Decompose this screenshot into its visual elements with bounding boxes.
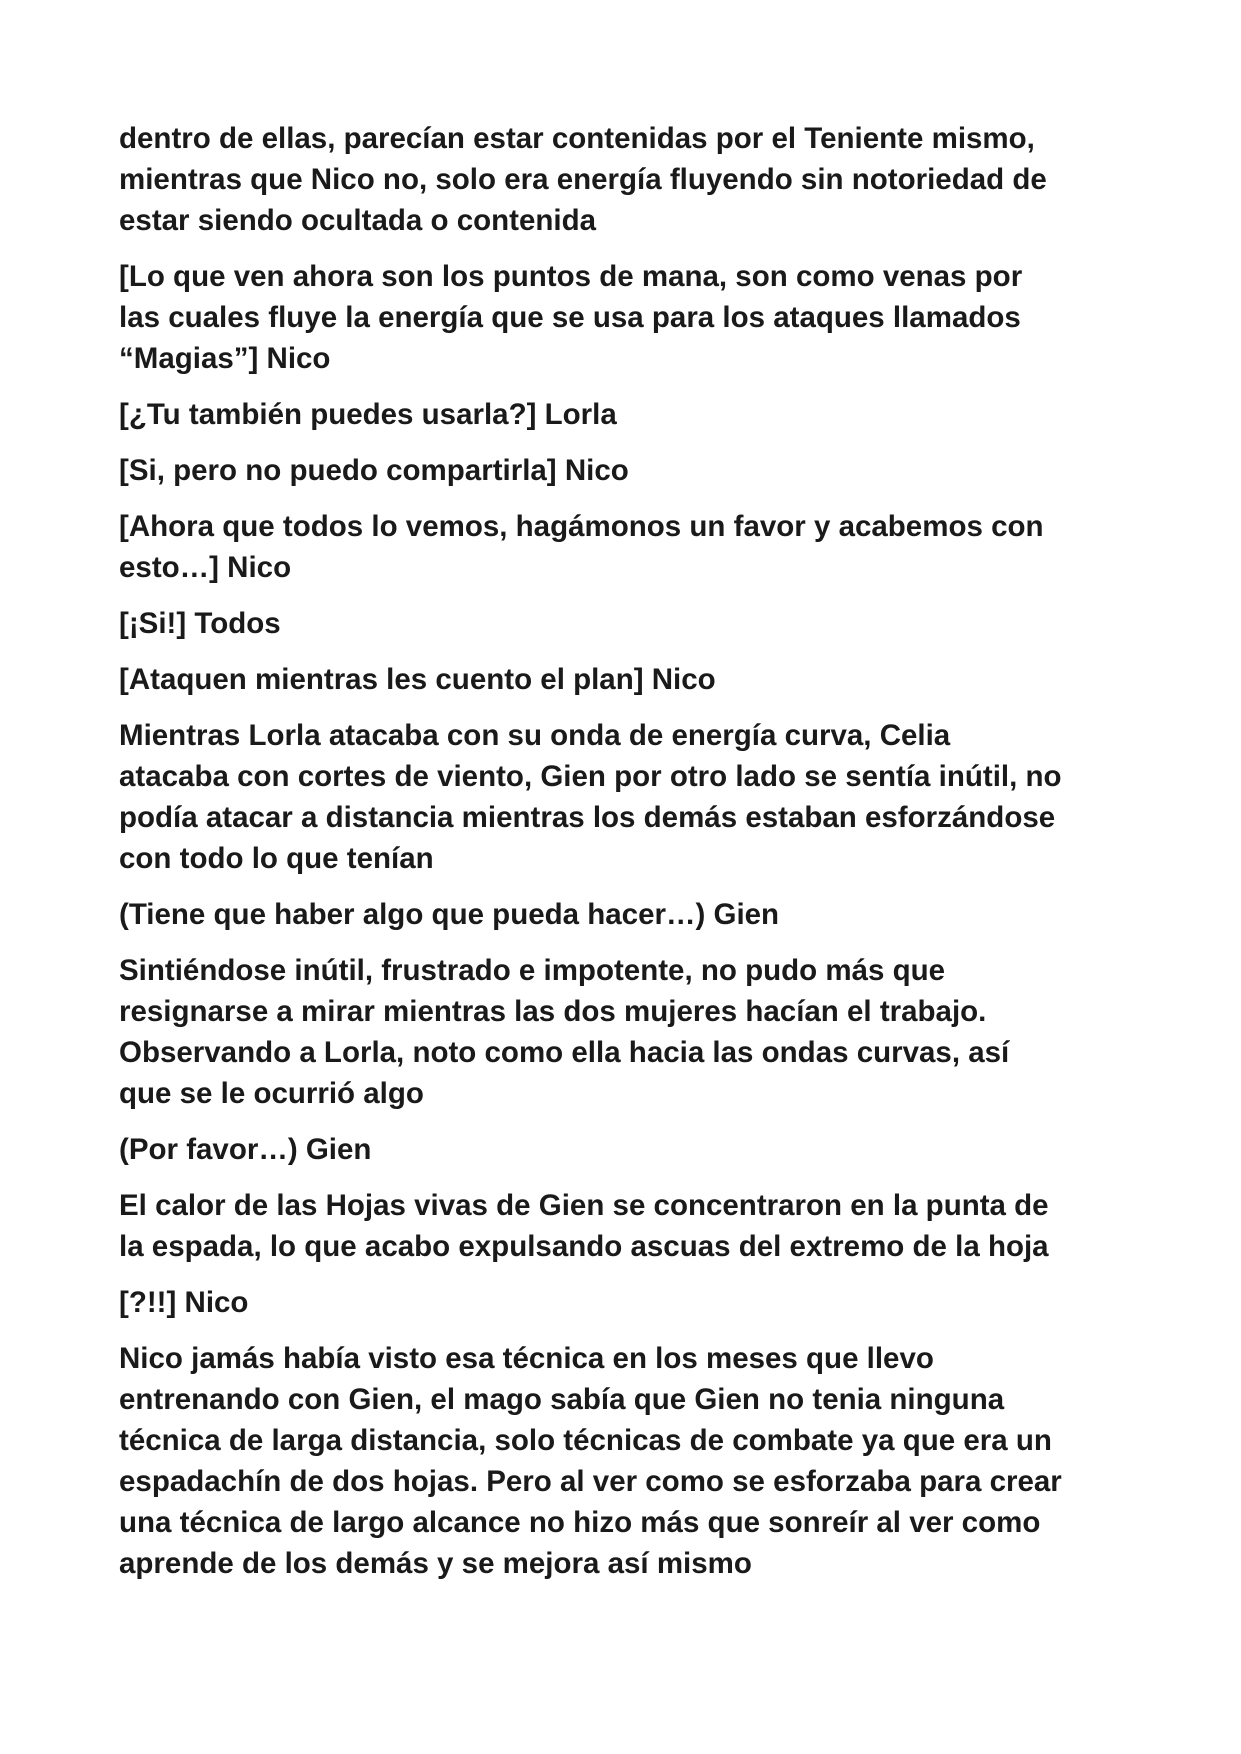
document-page [119, 118, 1139, 1599]
text-line: [¿Tu también puedes usarla?] Lorla [119, 398, 617, 431]
text-line: que se le ocurrió algo [119, 1077, 424, 1110]
text-line: dentro de ellas, parecían estar contenidas por el Teniente mismo, [119, 122, 1035, 155]
text-line: mientras que Nico no, solo era energía fluyendo sin notoriedad de [119, 163, 1047, 196]
text-line: técnica de larga distancia, solo técnicas de combate ya que era un [119, 1424, 1052, 1457]
text-line: podía atacar a distancia mientras los demás estaban esforzándose [119, 801, 1056, 834]
text-line: resignarse a mirar mientras las dos mujeres hacían el trabajo. [119, 995, 987, 1028]
text-line: (Por favor…) Gien [119, 1133, 372, 1166]
text-line: aprende de los demás y se mejora así mismo [119, 1547, 752, 1580]
text-line: esto…] Nico [119, 551, 292, 584]
paragraph-1 [119, 118, 1139, 241]
paragraph-8 [119, 715, 1139, 879]
text-line: [Ataquen mientras les cuento el plan] Nico [119, 663, 716, 696]
paragraph-5 [119, 506, 1139, 588]
text-line: una técnica de largo alcance no hizo más que sonreír al ver como [119, 1506, 1041, 1539]
text-line: (Tiene que haber algo que pueda hacer…) Gien [119, 898, 780, 931]
text-line: Nico jamás había visto esa técnica en los meses que llevo [119, 1342, 934, 1375]
text-line: [¡Si!] Todos [119, 607, 281, 640]
text-line: con todo lo que tenían [119, 842, 434, 875]
paragraph-3 [119, 394, 1139, 435]
paragraph-10 [119, 950, 1139, 1114]
paragraph-12 [119, 1185, 1139, 1267]
text-line: [Si, pero no puedo compartirla] Nico [119, 454, 629, 487]
paragraph-6 [119, 603, 1139, 644]
text-line: [Ahora que todos lo vemos, hagámonos un favor y acabemos con [119, 510, 1044, 543]
text-line: El calor de las Hojas vivas de Gien se concentraron en la punta de [119, 1189, 1049, 1222]
text-line: Observando a Lorla, noto como ella hacia las ondas curvas, así [119, 1036, 1010, 1069]
paragraph-7 [119, 659, 1139, 700]
text-line: [?!!] Nico [119, 1286, 249, 1319]
text-line: espadachín de dos hojas. Pero al ver como se esforzaba para crear [119, 1465, 1062, 1498]
text-line: la espada, lo que acabo expulsando ascuas del extremo de la hoja [119, 1230, 1049, 1263]
paragraph-11 [119, 1129, 1139, 1170]
text-line: atacaba con cortes de viento, Gien por otro lado se sentía inútil, no [119, 760, 1062, 793]
text-line: [Lo que ven ahora son los puntos de mana, son como venas por [119, 260, 1023, 293]
paragraph-13 [119, 1282, 1139, 1323]
text-line: las cuales fluye la energía que se usa para los ataques llamados [119, 301, 1021, 334]
paragraph-9 [119, 894, 1139, 935]
text-line: estar siendo ocultada o contenida [119, 204, 597, 237]
text-line: Mientras Lorla atacaba con su onda de energía curva, Celia [119, 719, 951, 752]
text-line: Sintiéndose inútil, frustrado e impotente, no pudo más que [119, 954, 946, 987]
paragraph-4 [119, 450, 1139, 491]
paragraph-14 [119, 1338, 1139, 1584]
paragraph-2 [119, 256, 1139, 379]
text-line: “Magias”] Nico [119, 342, 331, 375]
text-line: entrenando con Gien, el mago sabía que Gien no tenia ninguna [119, 1383, 1005, 1416]
